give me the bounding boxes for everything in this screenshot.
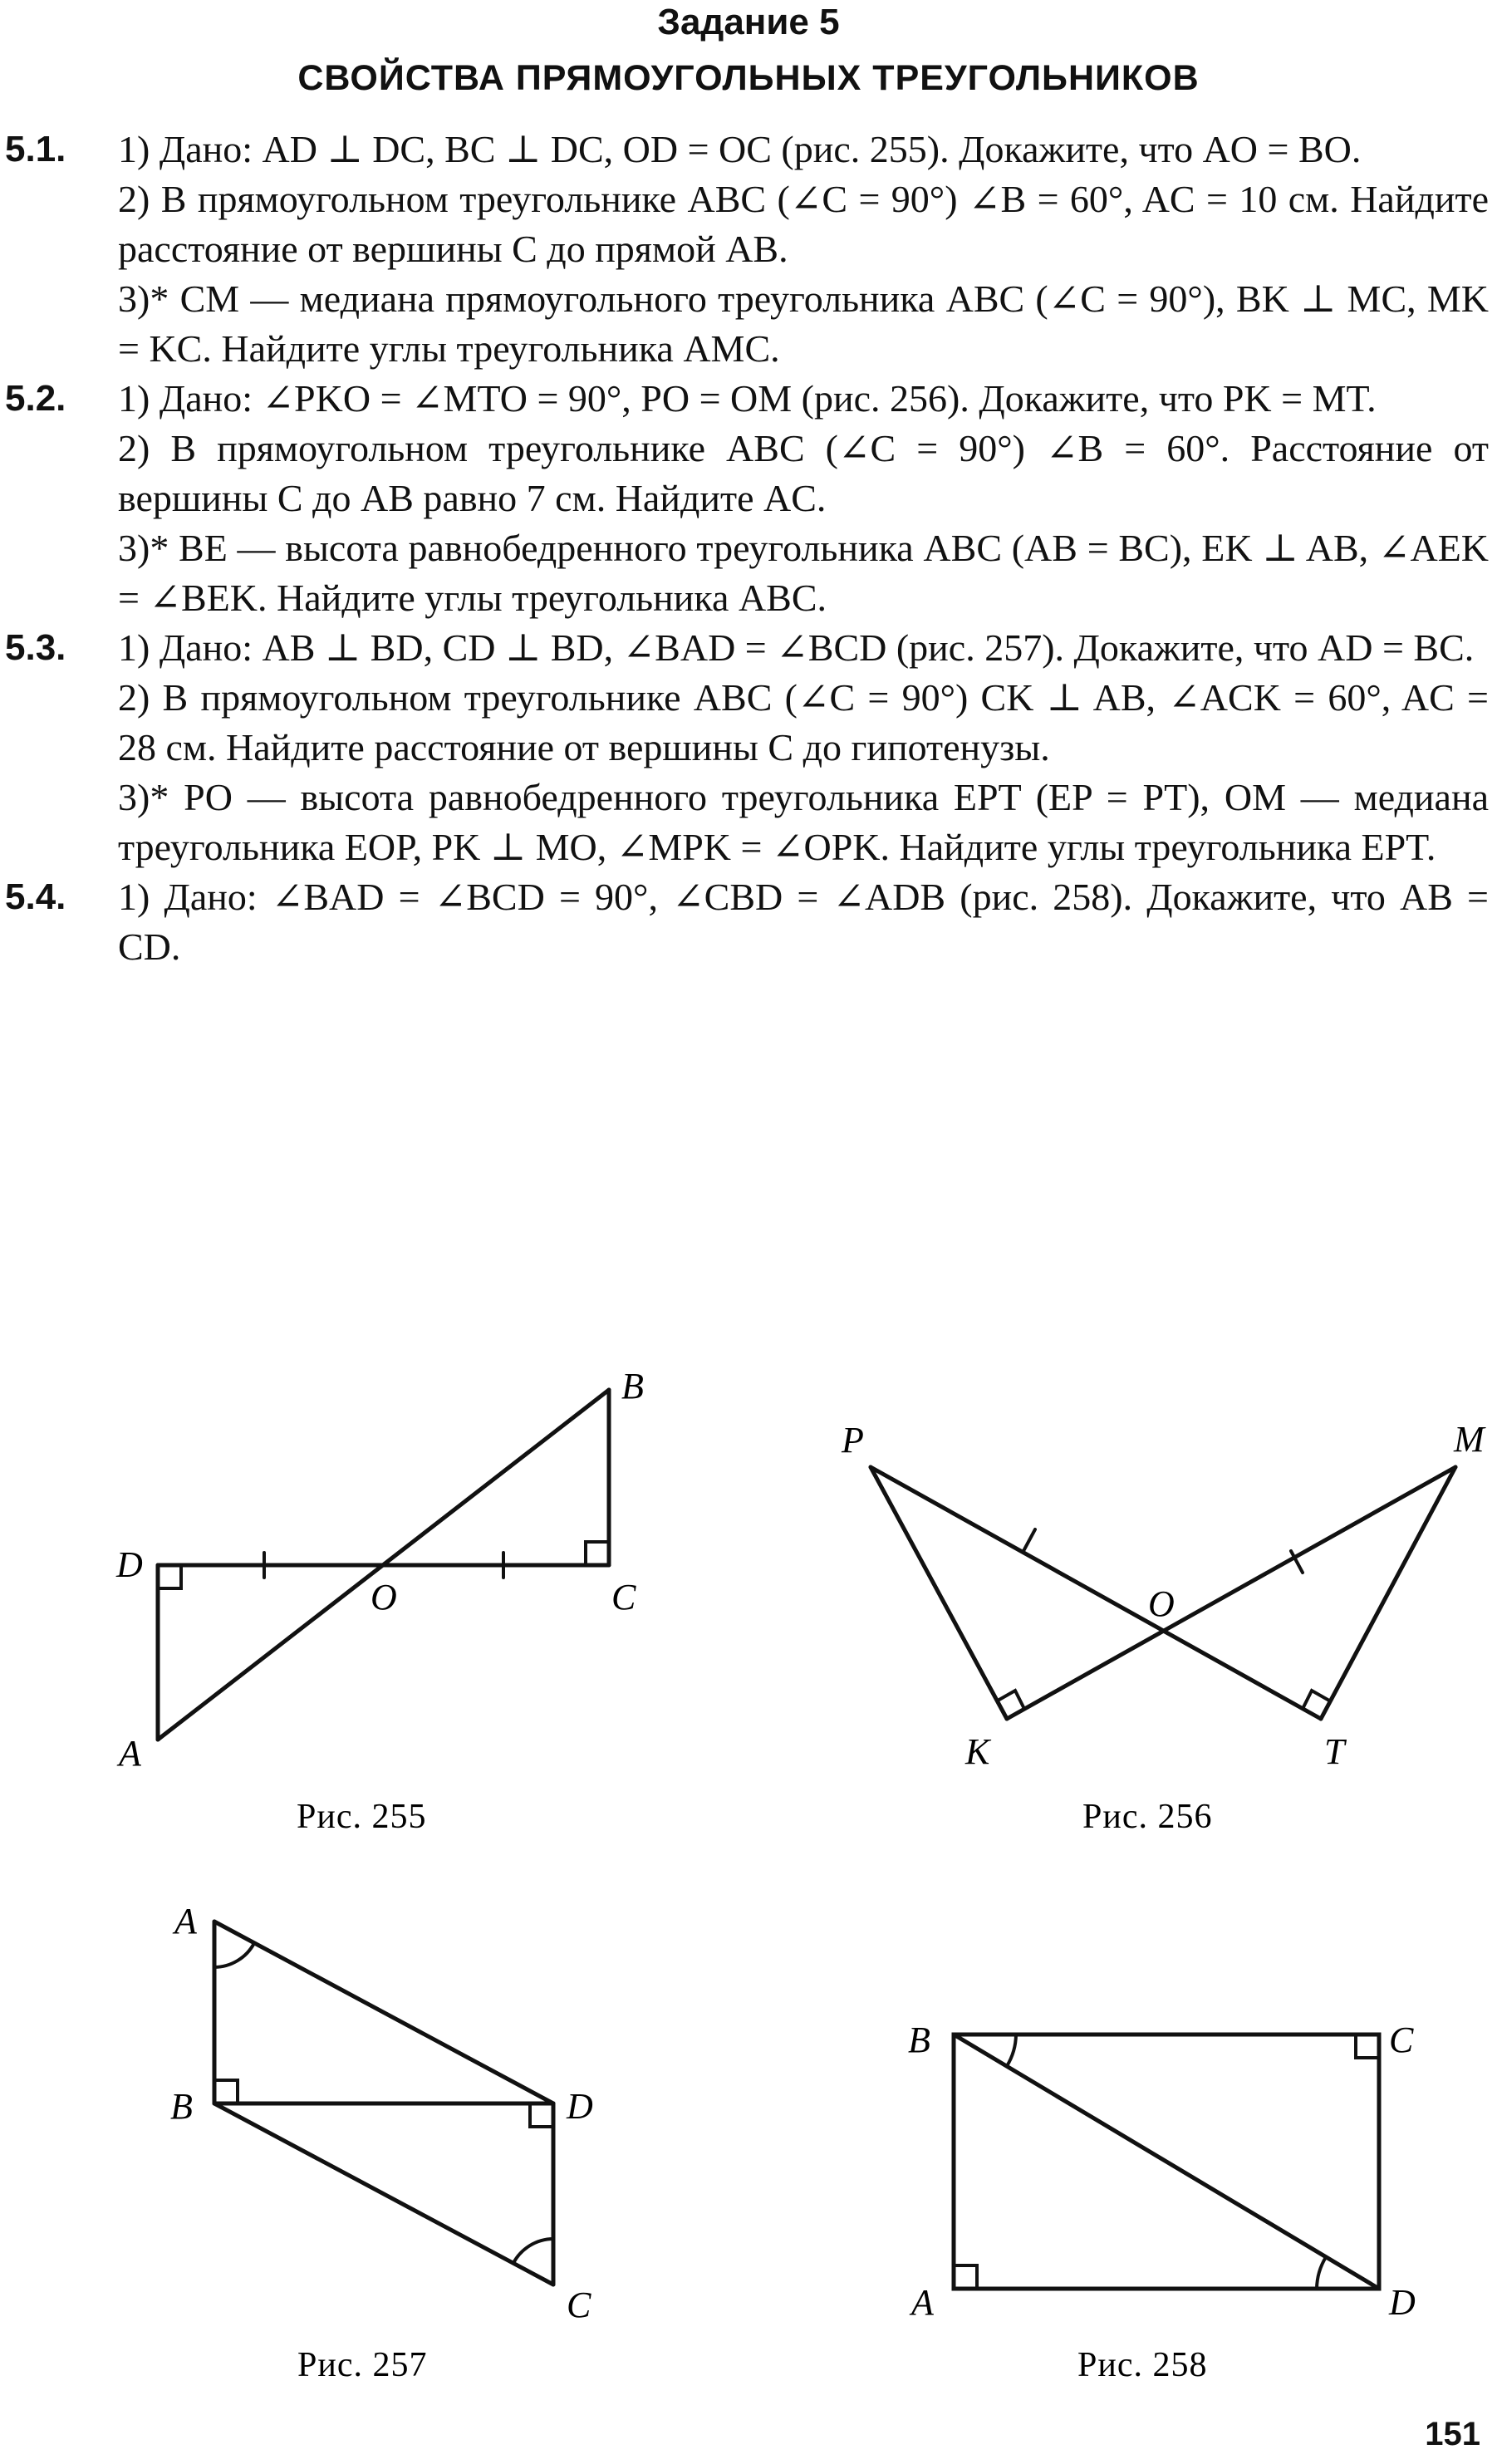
- segment-AD: [214, 1922, 553, 2103]
- right-angle-mark-T: [1303, 1691, 1329, 1709]
- tick-mark-PO: [1023, 1529, 1035, 1551]
- task-part: 3)* BE — высота равнобедренного треугольника ABC (AB = BC), EK ⊥ AB, ∠AEK = ∠BEK. Найдите углы треугольника ABC.: [118, 527, 1489, 619]
- vertex-label-B: B: [908, 2020, 930, 2060]
- assignment-title: Задание 5: [657, 2, 840, 42]
- task-part: 1) Дано: ∠PKO = ∠MTO = 90°, PO = OM (рис. 256). Докажите, что PK = MT.: [118, 377, 1377, 420]
- right-angle-mark-D: [530, 2103, 553, 2127]
- figure-258-caption: Рис. 258: [1077, 2346, 1208, 2384]
- task-number: 5.2.: [5, 378, 66, 419]
- vertex-label-D: D: [1389, 2282, 1416, 2323]
- vertex-label-A: A: [174, 1901, 197, 1941]
- vertex-label-B: B: [621, 1366, 644, 1406]
- segment-BC: [214, 2103, 553, 2285]
- task-part: 1) Дано: AD ⊥ DC, BC ⊥ DC, OD = OC (рис. 255). Докажите, что AO = BO.: [118, 128, 1362, 170]
- vertex-label-D: D: [567, 2086, 593, 2127]
- right-angle-mark-A: [954, 2265, 977, 2289]
- page-number: 151: [1425, 2416, 1480, 2452]
- vertex-label-P: P: [842, 1420, 864, 1460]
- right-angle-mark-D: [158, 1565, 181, 1588]
- figure-258-drawing: [954, 2035, 1379, 2289]
- figure-255-caption: Рис. 255: [297, 1798, 427, 1836]
- task-part: 2) В прямоугольном треугольнике ABC (∠C = 90°) ∠B = 60°. Расстояние от вершины C до AB равно 7 см. Найдите AC.: [118, 427, 1489, 519]
- right-angle-mark-B: [214, 2080, 238, 2103]
- vertex-label-D: D: [116, 1544, 143, 1585]
- vertex-label-B: B: [170, 2086, 193, 2127]
- vertex-label-O: O: [371, 1577, 397, 1617]
- vertex-label-M: M: [1454, 1419, 1485, 1460]
- task-part: 2) В прямоугольном треугольнике ABC (∠C = 90°) CK ⊥ AB, ∠ACK = 60°, AC = 28 см. Найдите расстояние от вершины C до гипотенузы.: [118, 676, 1489, 768]
- figure-257-drawing: [214, 1922, 553, 2285]
- right-angle-mark-C: [1356, 2035, 1379, 2058]
- angle-arc-A: [214, 1943, 254, 1967]
- task-number: 5.1.: [5, 129, 66, 169]
- right-angle-mark-C: [586, 1542, 609, 1565]
- task-part: 3)* PO — высота равнобедренного треугольника EPT (EP = PT), OM — медиана треугольника EOP, PK ⊥ MO, ∠MPK = ∠OPK. Найдите углы треугольника EPT.: [118, 776, 1489, 868]
- angle-arc-B: [1007, 2035, 1016, 2066]
- task-part: 1) Дано: AB ⊥ BD, CD ⊥ BD, ∠BAD = ∠BCD (рис. 257). Докажите, что AD = BC.: [118, 626, 1475, 669]
- vertex-label-C: C: [611, 1577, 636, 1617]
- vertex-label-C: C: [1389, 2020, 1414, 2060]
- vertex-label-K: K: [965, 1731, 990, 1772]
- task-part: 3)* CM — медиана прямоугольного треугольника ABC (∠C = 90°), BK ⊥ MC, MK = KC. Найдите углы треугольника AMC.: [118, 277, 1489, 370]
- figure-256-caption: Рис. 256: [1082, 1798, 1213, 1836]
- angle-arc-D: [1317, 2257, 1326, 2289]
- task-part: 1) Дано: ∠BAD = ∠BCD = 90°, ∠CBD = ∠ADB (рис. 258). Докажите, что AB = CD.: [118, 876, 1489, 968]
- task-number: 5.4.: [5, 876, 66, 917]
- figure-257-caption: Рис. 257: [297, 2346, 428, 2384]
- angle-arc-C: [513, 2239, 553, 2263]
- task-number: 5.3.: [5, 627, 66, 668]
- vertex-label-T: T: [1324, 1731, 1345, 1772]
- vertex-label-O: O: [1148, 1583, 1175, 1624]
- vertex-label-C: C: [567, 2285, 591, 2325]
- figure-255-drawing: [158, 1390, 609, 1740]
- task-part: 2) В прямоугольном треугольнике ABC (∠C = 90°) ∠B = 60°, AC = 10 см. Найдите расстояние от вершины C до прямой AB.: [118, 178, 1489, 270]
- vertex-label-A: A: [911, 2282, 934, 2323]
- segment-BD: [954, 2035, 1379, 2289]
- assignment-subtitle: СВОЙСТВА ПРЯМОУГОЛЬНЫХ ТРЕУГОЛЬНИКОВ: [297, 58, 1200, 98]
- vertex-label-A: A: [119, 1733, 141, 1774]
